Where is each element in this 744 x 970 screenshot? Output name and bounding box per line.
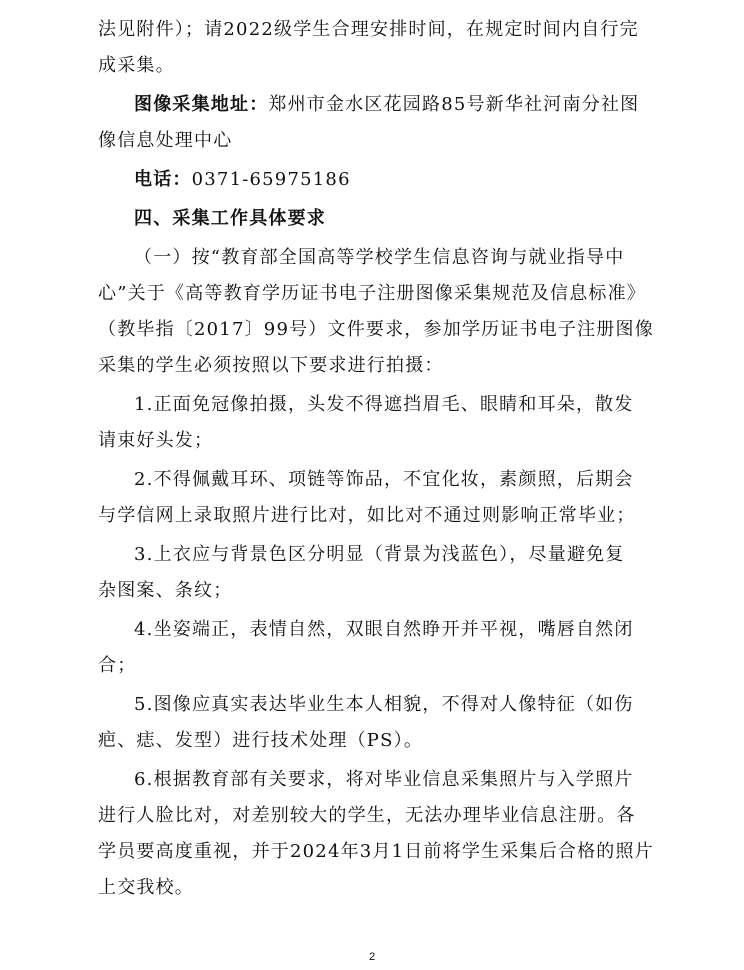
requirement-6-line-3: 学员要高度重视，并于2024年3月1日前将学生采集后合格的照片	[98, 841, 654, 862]
requirement-1-line-2: 请束好头发；	[98, 430, 214, 451]
address-label: 图像采集地址：	[134, 94, 269, 115]
requirement-2-line-2: 与学信网上录取照片进行比对，如比对不通过则影响正常毕业；	[98, 505, 636, 526]
requirement-3-line-2: 杂图案、条纹；	[98, 580, 233, 601]
requirement-1-line-1: 1.正面免冠像拍摄，头发不得遮挡眉毛、眼睛和耳朵，散发	[134, 394, 634, 415]
requirement-6-line-1: 6.根据教育部有关要求，将对毕业信息采集照片与入学照片	[134, 769, 634, 790]
intro-line-2: 成采集。	[98, 55, 175, 76]
address-line-2: 像信息处理中心	[98, 130, 233, 151]
paragraph1-line-3: （教毕指〔2017〕99号）文件要求，参加学历证书电子注册图像	[98, 319, 654, 340]
requirement-5-line-2: 疤、痣、发型）进行技术处理（PS）。	[98, 730, 424, 751]
paragraph1-line-2: 心”关于《高等教育学历证书电子注册图像采集规范及信息标准》	[98, 283, 646, 304]
requirement-4-line-2: 合；	[98, 655, 137, 676]
page-number: 2	[368, 951, 376, 963]
phone-label: 电话：	[134, 169, 192, 190]
intro-line-1: 法见附件）；请2022级学生合理安排时间，在规定时间内自行完	[98, 19, 639, 40]
phone-value: 0371-65975186	[191, 169, 351, 190]
address-value-1: 郑州市金水区花园路85号新华社河南分社图	[268, 94, 640, 115]
requirement-4-line-1: 4.坐姿端正，表情自然，双眼自然睁开并平视，嘴唇自然闭	[134, 619, 634, 640]
paragraph1-line-1: （一）按“教育部全国高等学校学生信息咨询与就业指导中	[134, 247, 625, 268]
requirement-5-line-1: 5.图像应真实表达毕业生本人相貌，不得对人像特征（如伤	[134, 694, 634, 715]
address-line-1	[98, 87, 646, 123]
phone-line	[98, 162, 646, 198]
document-page	[98, 12, 654, 906]
requirement-6-line-4: 上交我校。	[98, 877, 194, 898]
paragraph1-line-4: 采集的学生必须按照以下要求进行拍摄：	[98, 355, 444, 376]
requirement-3-line-1: 3.上衣应与背景色区分明显（背景为浅蓝色），尽量避免复	[134, 544, 625, 565]
requirement-2-line-1: 2.不得佩戴耳环、项链等饰品，不宜化妆，素颜照，后期会	[134, 469, 634, 490]
requirement-6-line-2: 进行人脸比对，对差别较大的学生，无法办理毕业信息注册。各	[98, 805, 636, 826]
section-heading: 四、采集工作具体要求	[134, 208, 326, 229]
